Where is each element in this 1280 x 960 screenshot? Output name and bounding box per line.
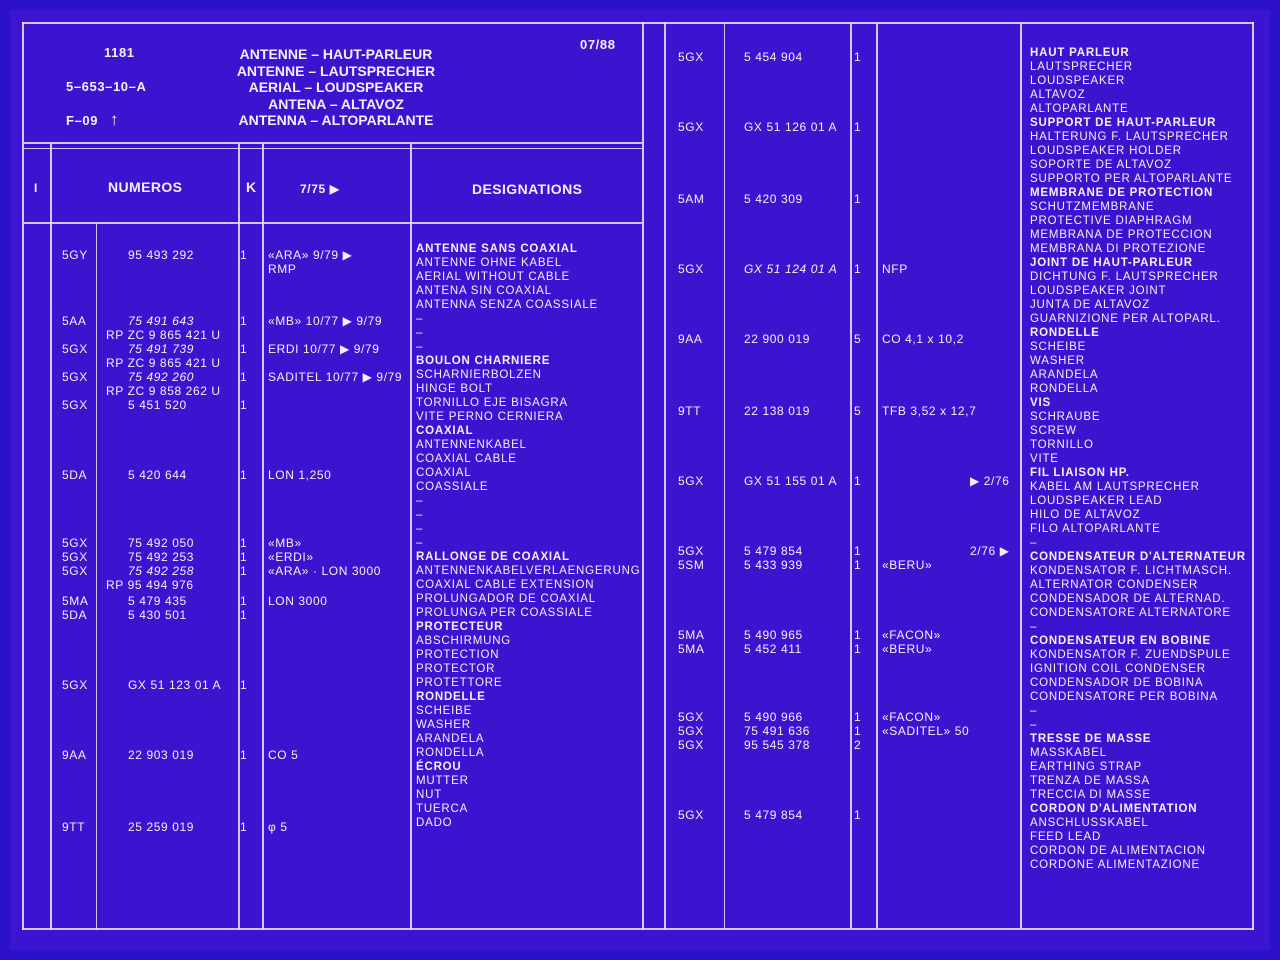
- header-title-line: ANTENA – ALTAVOZ: [268, 95, 404, 112]
- row-code: 5GX: [62, 370, 88, 384]
- designation-line: ANTENA SIN COAXIAL: [416, 285, 552, 297]
- designation-line: SCHEIBE: [1030, 341, 1087, 353]
- row-remark: LON 1,250: [268, 468, 332, 482]
- designation-line: ALTOPARLANTE: [1030, 103, 1129, 115]
- row-quantity: 2: [854, 738, 862, 752]
- row-remark: CO 4,1 x 10,2: [882, 332, 964, 346]
- rule-frame-left: [22, 22, 24, 930]
- row-code: 9AA: [62, 748, 87, 762]
- row-part-number: 5 430 501: [128, 608, 187, 622]
- row-remark: SADITEL 10/77 ▶ 9/79: [268, 370, 403, 384]
- designation-line: HILO DE ALTAVOZ: [1030, 509, 1141, 521]
- row-quantity: 1: [240, 748, 248, 762]
- designation-line: CONDENSADOR DE ALTERNAD.: [1030, 593, 1226, 605]
- right-designations: [1030, 46, 1250, 872]
- designation-line: TORNILLO EJE BISAGRA: [416, 397, 568, 409]
- designation-line: ANTENNE OHNE KABEL: [416, 257, 563, 269]
- designation-heading: HAUT PARLEUR: [1030, 47, 1130, 59]
- designation-heading: VIS: [1030, 397, 1051, 409]
- row-part-number: 5 454 904: [744, 50, 803, 64]
- row-quantity: 1: [854, 262, 862, 276]
- designation-line: COASSIALE: [416, 481, 489, 493]
- designation-line: RONDELLA: [1030, 383, 1099, 395]
- designation-heading: RONDELLE: [1030, 327, 1100, 339]
- row-code: 5SM: [678, 558, 705, 572]
- designation-line: VITE: [1030, 453, 1059, 465]
- designation-heading: MEMBRANE DE PROTECTION: [1030, 187, 1214, 199]
- col-header-k: K: [246, 179, 257, 195]
- row-part-number: 5 490 965: [744, 628, 803, 642]
- designation-line: PROLUNGA PER COASSIALE: [416, 607, 593, 619]
- designation-line: COAXIAL CABLE: [416, 453, 517, 465]
- rule-center-divider-2: [664, 22, 666, 930]
- row-quantity: 1: [240, 594, 248, 608]
- designation-line: NUT: [416, 789, 443, 801]
- designation-line: ANSCHLUSSKABEL: [1030, 817, 1149, 829]
- designation-line: AERIAL WITHOUT CABLE: [416, 271, 571, 283]
- rule-header-bottom: [24, 142, 642, 144]
- row-quantity: 1: [240, 564, 248, 578]
- row-code: 5GX: [678, 808, 704, 822]
- row-code: 5GX: [62, 398, 88, 412]
- row-part-number: GX 51 124 01 A: [744, 262, 838, 276]
- row-quantity: 1: [240, 248, 248, 262]
- designation-line: LOUDSPEAKER HOLDER: [1030, 145, 1182, 157]
- designation-line: COAXIAL: [416, 467, 472, 479]
- designation-line: ARANDELA: [1030, 369, 1099, 381]
- row-remark: LON 3000: [268, 594, 328, 608]
- designation-line: EARTHING STRAP: [1030, 761, 1142, 773]
- row-code: 5DA: [62, 608, 88, 622]
- parts-sheet: [10, 10, 1270, 950]
- designation-line: PROLUNGADOR DE COAXIAL: [416, 593, 596, 605]
- designation-line: TUERCA: [416, 803, 469, 815]
- designation-line: MUTTER: [416, 775, 469, 787]
- row-remark: ▶ 2/76: [970, 474, 1010, 488]
- designation-heading: CONDENSATEUR EN BOBINE: [1030, 635, 1211, 647]
- row-remark: «BERU»: [882, 642, 933, 656]
- designation-heading: ANTENNE SANS COAXIAL: [416, 243, 578, 255]
- row-quantity: 1: [854, 558, 862, 572]
- designation-line: –: [416, 509, 424, 521]
- row-code: 5MA: [678, 642, 705, 656]
- rule-colhead-bottom: [24, 222, 642, 224]
- designation-line: ANTENNENKABELVERLAENGERUNG: [416, 565, 641, 577]
- designation-line: SCREW: [1030, 425, 1077, 437]
- designation-line: COAXIAL CABLE EXTENSION: [416, 579, 595, 591]
- designation-line: LAUTSPRECHER: [1030, 61, 1133, 73]
- row-remark: «ERDI»: [268, 550, 314, 564]
- header-fig: F–09: [66, 113, 99, 128]
- row-part-number: 5 479 854: [744, 544, 803, 558]
- designation-line: ALTAVOZ: [1030, 89, 1086, 101]
- row-part-number: 75 492 260: [128, 370, 195, 384]
- row-code: 5AM: [678, 192, 705, 206]
- row-quantity: 1: [854, 642, 862, 656]
- row-quantity: 1: [854, 628, 862, 642]
- designation-line: DADO: [416, 817, 453, 829]
- designation-heading: TRESSE DE MASSE: [1030, 733, 1152, 745]
- row-code: 5GX: [62, 536, 88, 550]
- designation-line: TRECCIA DI MASSE: [1030, 789, 1151, 801]
- row-code: 5GX: [678, 710, 704, 724]
- row-quantity: 1: [854, 544, 862, 558]
- row-code: 5GY: [62, 248, 88, 262]
- row-quantity: 1: [240, 820, 248, 834]
- designation-line: –: [1030, 537, 1038, 549]
- row-part-number: RP ZC 9 865 421 U: [106, 356, 221, 370]
- row-part-number: 22 138 019: [744, 404, 811, 418]
- designation-heading: JOINT DE HAUT-PARLEUR: [1030, 257, 1193, 269]
- designation-line: TORNILLO: [1030, 439, 1094, 451]
- row-quantity: 1: [240, 314, 248, 328]
- row-part-number: GX 51 155 01 A: [744, 474, 838, 488]
- row-quantity: 1: [854, 120, 862, 134]
- row-part-number: GX 51 123 01 A: [128, 678, 222, 692]
- designation-line: LOUDSPEAKER: [1030, 75, 1126, 87]
- designation-line: DICHTUNG F. LAUTSPRECHER: [1030, 271, 1219, 283]
- row-part-number: 75 492 253: [128, 550, 195, 564]
- row-part-number: 22 903 019: [128, 748, 195, 762]
- designation-line: PROTECTIVE DIAPHRAGM: [1030, 215, 1193, 227]
- designation-line: SCHUTZMEMBRANE: [1030, 201, 1155, 213]
- row-remark: NFP: [882, 262, 908, 276]
- header-title-line: ANTENNA – ALTOPARLANTE: [238, 112, 434, 128]
- col-header-designations: DESIGNATIONS: [472, 181, 583, 197]
- row-code: 5GX: [678, 120, 704, 134]
- header-title-line: ANTENNE – LAUTSPRECHER: [236, 62, 436, 79]
- designation-line: –: [416, 523, 424, 535]
- row-part-number: 75 491 643: [128, 314, 195, 328]
- designation-line: –: [416, 327, 424, 339]
- row-code: 5MA: [678, 628, 705, 642]
- row-part-number: RP 95 494 976: [106, 578, 194, 592]
- rule-right-col1: [724, 24, 725, 928]
- row-part-number: 75 492 050: [128, 536, 195, 550]
- designation-line: SCHRAUBE: [1030, 411, 1101, 423]
- row-quantity: 1: [854, 724, 862, 738]
- designation-line: CONDENSADOR DE BOBINA: [1030, 677, 1204, 689]
- row-quantity: 5: [854, 332, 862, 346]
- row-quantity: 1: [854, 50, 862, 64]
- row-quantity: 1: [854, 710, 862, 724]
- rule-right-col4: [1020, 24, 1022, 928]
- row-remark: φ 5: [268, 820, 288, 834]
- designation-line: KABEL AM LAUTSPRECHER: [1030, 481, 1200, 493]
- designation-heading: SUPPORT DE HAUT-PARLEUR: [1030, 117, 1217, 129]
- row-quantity: 1: [240, 608, 248, 622]
- row-quantity: 1: [240, 370, 248, 384]
- row-part-number: 75 491 636: [744, 724, 811, 738]
- row-code: 5GX: [62, 564, 88, 578]
- designation-line: LOUDSPEAKER LEAD: [1030, 495, 1163, 507]
- designation-heading: RONDELLE: [416, 691, 486, 703]
- row-quantity: 1: [240, 398, 248, 412]
- row-code: 9TT: [62, 820, 86, 834]
- header-ref: 1181: [104, 45, 135, 60]
- row-code: 9TT: [678, 404, 702, 418]
- row-remark: «MB»: [268, 536, 302, 550]
- row-part-number: 75 491 739: [128, 342, 195, 356]
- row-part-number: 5 420 644: [128, 468, 187, 482]
- designation-line: PROTECTION: [416, 649, 500, 661]
- row-code: 5GX: [678, 262, 704, 276]
- row-part-number: 95 493 292: [128, 248, 195, 262]
- designation-line: –: [1030, 621, 1038, 633]
- row-code: 5GX: [678, 474, 704, 488]
- row-part-number: RP ZC 9 865 421 U: [106, 328, 221, 342]
- rule-left-col2: [96, 224, 97, 930]
- rule-left-col4: [262, 144, 264, 930]
- header-code: 5–653–10–A: [66, 79, 147, 94]
- row-code: 9AA: [678, 332, 703, 346]
- row-quantity: 1: [854, 192, 862, 206]
- designation-line: –: [416, 537, 424, 549]
- row-part-number: GX 51 126 01 A: [744, 120, 838, 134]
- designation-line: HINGE BOLT: [416, 383, 493, 395]
- row-part-number: 95 545 378: [744, 738, 811, 752]
- row-code: 5GX: [62, 342, 88, 356]
- row-remark: RMP: [268, 262, 297, 276]
- designation-line: CORDONE ALIMENTAZIONE: [1030, 859, 1200, 871]
- designation-line: IGNITION COIL CONDENSER: [1030, 663, 1206, 675]
- row-part-number: 5 479 435: [128, 594, 187, 608]
- designation-line: ANTENNENKABEL: [416, 439, 527, 451]
- designation-line: PROTECTOR: [416, 663, 496, 675]
- rule-frame-right: [1252, 22, 1254, 930]
- row-part-number: 5 433 939: [744, 558, 803, 572]
- row-quantity: 1: [240, 550, 248, 564]
- designation-line: FILO ALTOPARLANTE: [1030, 523, 1161, 535]
- row-quantity: 5: [854, 404, 862, 418]
- row-part-number: 75 492 258: [128, 564, 195, 578]
- row-code: 5GX: [678, 724, 704, 738]
- row-remark: CO 5: [268, 748, 299, 762]
- row-part-number: 5 479 854: [744, 808, 803, 822]
- designation-line: HALTERUNG F. LAUTSPRECHER: [1030, 131, 1229, 143]
- rule-left-col5: [410, 144, 412, 930]
- row-part-number: RP ZC 9 858 262 U: [106, 384, 221, 398]
- col-header-i: I: [34, 181, 38, 195]
- designation-line: GUARNIZIONE PER ALTOPARL.: [1030, 313, 1221, 325]
- designation-line: CONDENSATORE ALTERNATORE: [1030, 607, 1231, 619]
- row-remark: «ARA» · LON 3000: [268, 564, 381, 578]
- row-quantity: 1: [240, 678, 248, 692]
- designation-line: ARANDELA: [416, 733, 485, 745]
- row-quantity: 1: [854, 474, 862, 488]
- row-part-number: 5 452 411: [744, 642, 802, 656]
- designation-line: CONDENSATORE PER BOBINA: [1030, 691, 1218, 703]
- header-title-line: ANTENNE – HAUT-PARLEUR: [239, 46, 433, 62]
- rule-frame-bottom: [22, 928, 1254, 930]
- row-part-number: 5 420 309: [744, 192, 803, 206]
- row-part-number: 5 451 520: [128, 398, 187, 412]
- row-remark: ERDI 10/77 ▶ 9/79: [268, 342, 380, 356]
- designation-line: JUNTA DE ALTAVOZ: [1030, 299, 1150, 311]
- designation-line: WASHER: [1030, 355, 1085, 367]
- designation-heading: BOULON CHARNIERE: [416, 355, 551, 367]
- row-quantity: 1: [240, 536, 248, 550]
- designation-line: –: [1030, 705, 1038, 717]
- left-designations: [416, 242, 641, 830]
- designation-line: SCHEIBE: [416, 705, 473, 717]
- designation-line: MASSKABEL: [1030, 747, 1107, 759]
- rule-right-col3: [876, 24, 878, 928]
- row-part-number: 22 900 019: [744, 332, 811, 346]
- designation-heading: COAXIAL: [416, 425, 474, 437]
- row-remark: «MB» 10/77 ▶ 9/79: [268, 314, 383, 328]
- row-remark: «BERU»: [882, 558, 933, 572]
- row-code: 5DA: [62, 468, 88, 482]
- rule-right-col2: [850, 24, 852, 928]
- row-remark: TFB 3,52 x 12,7: [882, 404, 977, 418]
- designation-line: CORDON DE ALIMENTACION: [1030, 845, 1206, 857]
- designation-heading: FIL LIAISON HP.: [1030, 467, 1130, 479]
- designation-line: ALTERNATOR CONDENSER: [1030, 579, 1199, 591]
- designation-heading: CONDENSATEUR D'ALTERNATEUR: [1030, 551, 1246, 563]
- header-titles: [216, 46, 456, 129]
- row-remark: «FACON»: [882, 628, 941, 642]
- rule-frame-top: [22, 22, 1254, 24]
- rule-center-divider: [642, 22, 644, 930]
- designation-line: WASHER: [416, 719, 471, 731]
- designation-line: KONDENSATOR F. LICHTMASCH.: [1030, 565, 1232, 577]
- designation-line: FEED LEAD: [1030, 831, 1102, 843]
- row-remark: 2/76 ▶: [970, 544, 1010, 558]
- designation-line: –: [416, 341, 424, 353]
- designation-line: MEMBRANA DE PROTECCION: [1030, 229, 1213, 241]
- designation-line: TRENZA DE MASSA: [1030, 775, 1150, 787]
- row-remark: «FACON»: [882, 710, 941, 724]
- row-quantity: 1: [854, 808, 862, 822]
- row-quantity: 1: [240, 342, 248, 356]
- designation-line: VITE PERNO CERNIERA: [416, 411, 564, 423]
- designation-line: SOPORTE DE ALTAVOZ: [1030, 159, 1172, 171]
- row-code: 5GX: [678, 738, 704, 752]
- rule-left-col1: [50, 144, 52, 930]
- row-part-number: 5 490 966: [744, 710, 803, 724]
- row-code: 5GX: [62, 550, 88, 564]
- row-remark: «ARA» 9/79 ▶: [268, 248, 353, 262]
- row-part-number: 25 259 019: [128, 820, 195, 834]
- designation-heading: RALLONGE DE COAXIAL: [416, 551, 570, 563]
- col-header-date: 7/75 ▶: [300, 182, 340, 196]
- designation-heading: CORDON D'ALIMENTATION: [1030, 803, 1198, 815]
- row-code: 5MA: [62, 594, 89, 608]
- designation-heading: PROTECTEUR: [416, 621, 504, 633]
- up-arrow-icon: ↑: [110, 110, 120, 129]
- row-quantity: 1: [240, 468, 248, 482]
- designation-line: ANTENNA SENZA COASSIALE: [416, 299, 599, 311]
- row-code: 5GX: [62, 678, 88, 692]
- row-code: 5GX: [678, 50, 704, 64]
- designation-line: ABSCHIRMUNG: [416, 635, 512, 647]
- header-date: 07/88: [580, 37, 616, 52]
- designation-heading: ÉCROU: [416, 761, 462, 773]
- designation-line: PROTETTORE: [416, 677, 503, 689]
- designation-line: –: [1030, 719, 1038, 731]
- header-title-line: AERIAL – LOUDSPEAKER: [248, 79, 424, 95]
- row-code: 5GX: [678, 544, 704, 558]
- designation-line: LOUDSPEAKER JOINT: [1030, 285, 1167, 297]
- row-remark: «SADITEL» 50: [882, 724, 970, 738]
- rule-header-mid: [24, 148, 642, 149]
- row-code: 5AA: [62, 314, 87, 328]
- designation-line: –: [416, 313, 424, 325]
- designation-line: SUPPORTO PER ALTOPARLANTE: [1030, 173, 1233, 185]
- designation-line: KONDENSATOR F. ZUENDSPULE: [1030, 649, 1231, 661]
- designation-line: SCHARNIERBOLZEN: [416, 369, 542, 381]
- designation-line: –: [416, 495, 424, 507]
- designation-line: RONDELLA: [416, 747, 485, 759]
- designation-line: MEMBRANA DI PROTEZIONE: [1030, 243, 1207, 255]
- col-header-numeros: NUMEROS: [108, 179, 183, 195]
